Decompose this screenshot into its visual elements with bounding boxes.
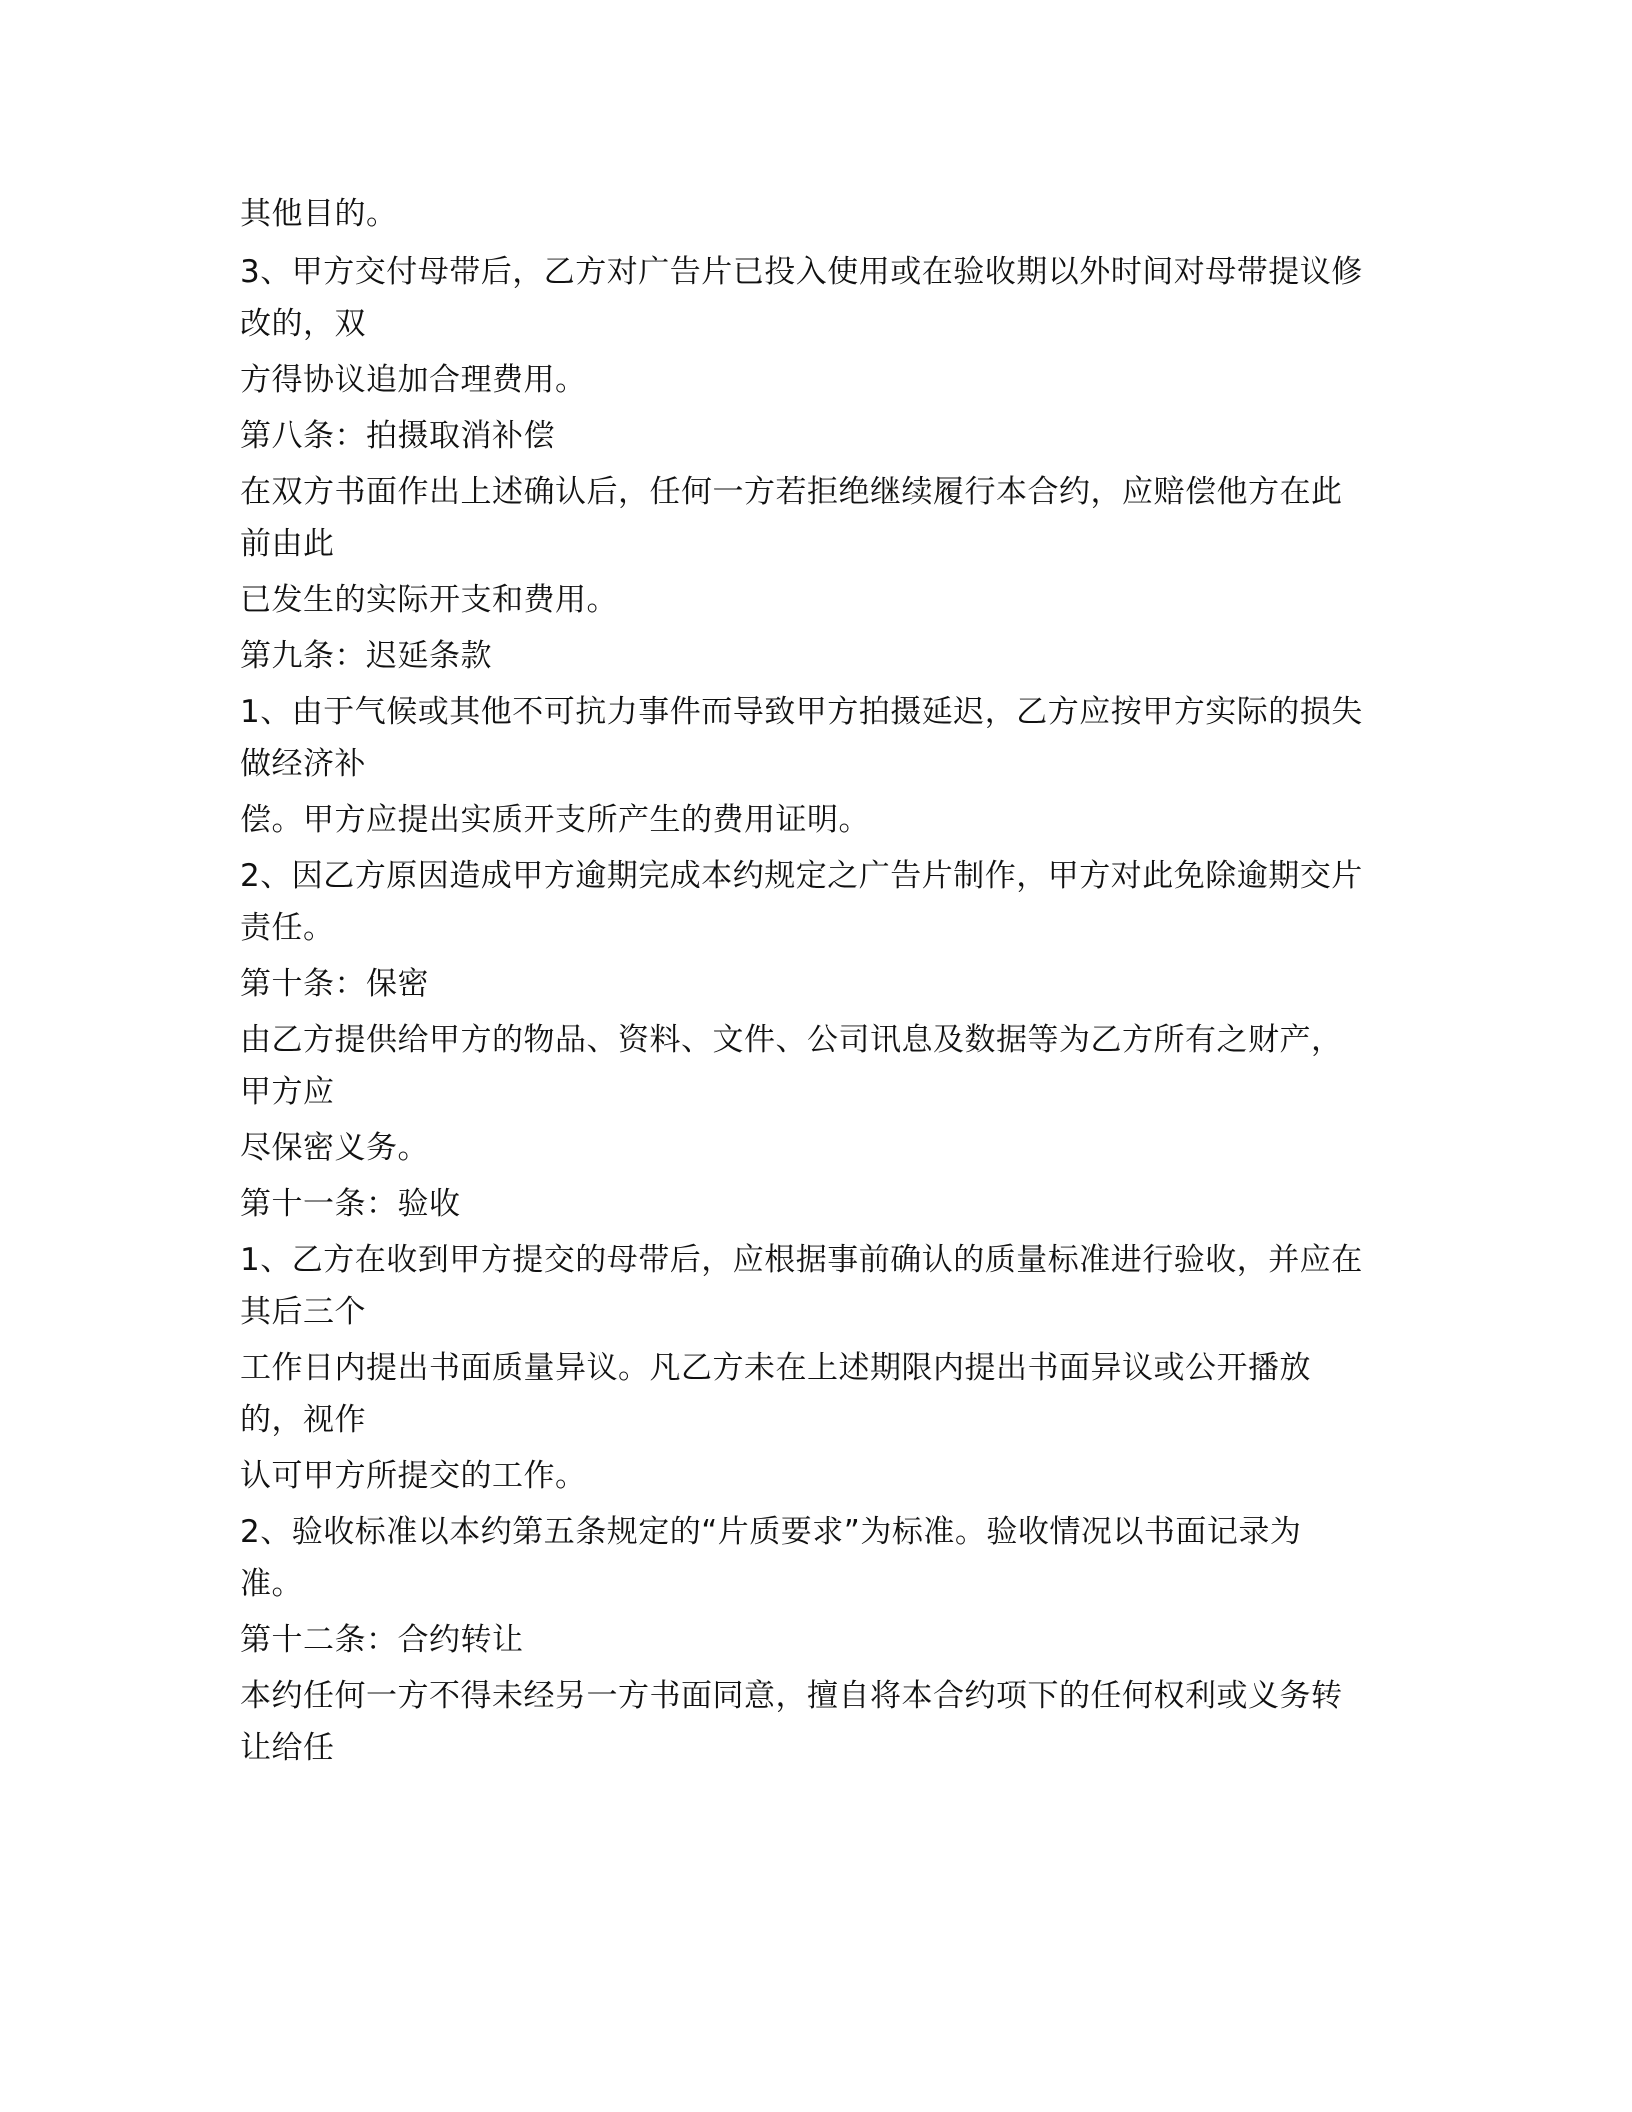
- text-line: 本约任何一方不得未经另一方书面同意，擅自将本合约项下的任何权利或义务转: [240, 1678, 1343, 1714]
- text-line: 已发生的实际开支和费用。: [240, 582, 618, 618]
- text-line: 准。: [240, 1566, 303, 1602]
- text-line: 3、甲方交付母带后，乙方对广告片已投入使用或在验收期以外时间对母带提议修: [240, 254, 1363, 290]
- text-line: 在双方书面作出上述确认后，任何一方若拒绝继续履行本合约，应赔偿他方在此: [240, 474, 1343, 510]
- section-heading: 第八条：拍摄取消补偿: [240, 418, 555, 454]
- text-line: 尽保密义务。: [240, 1130, 429, 1166]
- text-line: 其他目的。: [240, 196, 398, 232]
- text-line: 由乙方提供给甲方的物品、资料、文件、公司讯息及数据等为乙方所有之财产，: [240, 1022, 1343, 1058]
- text-line: 的，视作: [240, 1402, 366, 1438]
- text-line: 2、因乙方原因造成甲方逾期完成本约规定之广告片制作，甲方对此免除逾期交片: [240, 858, 1363, 894]
- text-line: 前由此: [240, 526, 335, 562]
- text-line: 甲方应: [240, 1074, 335, 1110]
- text-line: 认可甲方所提交的工作。: [240, 1458, 587, 1494]
- section-heading: 第十一条：验收: [240, 1186, 461, 1222]
- text-line: 其后三个: [240, 1294, 366, 1330]
- text-line: 工作日内提出书面质量异议。凡乙方未在上述期限内提出书面异议或公开播放: [240, 1350, 1311, 1386]
- section-heading: 第九条：迟延条款: [240, 638, 492, 674]
- text-line: 改的，双: [240, 306, 366, 342]
- section-heading: 第十二条：合约转让: [240, 1622, 524, 1658]
- text-line: 责任。: [240, 910, 335, 946]
- text-line: 2、验收标准以本约第五条规定的“片质要求”为标准。验收情况以书面记录为: [240, 1514, 1302, 1550]
- text-line: 1、由于气候或其他不可抗力事件而导致甲方拍摄延迟，乙方应按甲方实际的损失: [240, 694, 1363, 730]
- text-line: 让给任: [240, 1730, 335, 1766]
- text-line: 1、乙方在收到甲方提交的母带后，应根据事前确认的质量标准进行验收，并应在: [240, 1242, 1363, 1278]
- text-line: 方得协议追加合理费用。: [240, 362, 587, 398]
- section-heading: 第十条：保密: [240, 966, 429, 1002]
- text-line: 做经济补: [240, 746, 366, 782]
- document-page: [240, 188, 1390, 1774]
- text-line: 偿。甲方应提出实质开支所产生的费用证明。: [240, 802, 870, 838]
